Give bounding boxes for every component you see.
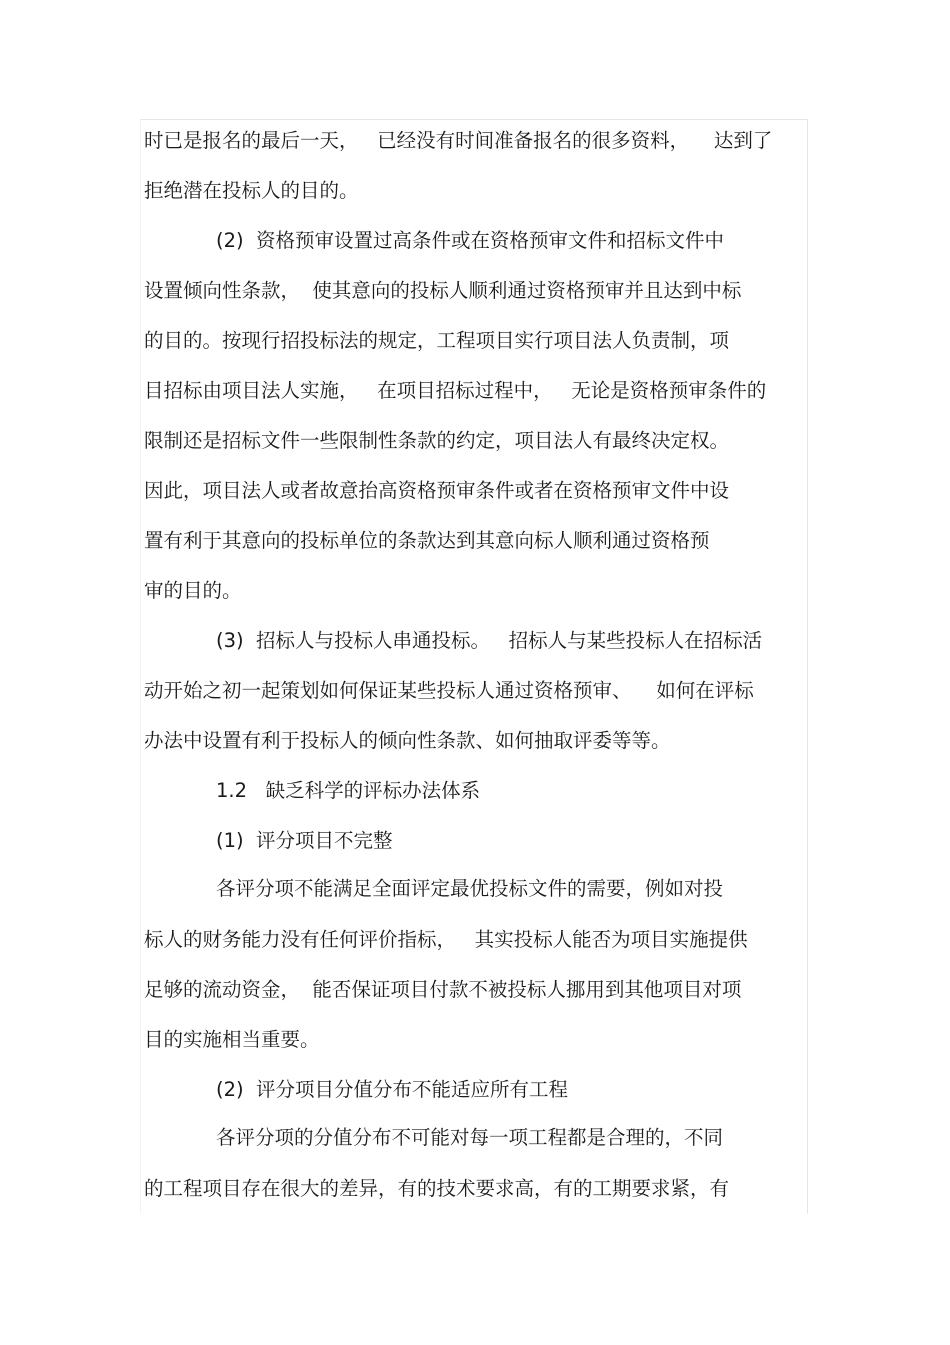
text-line-22: 的工程项目存在很大的差异，有的技术要求高，有的工期要求紧，有	[144, 1177, 730, 1200]
subheading-1: (1) 评分项目不完整	[216, 829, 393, 852]
section-heading-1-2: 1.2 缺乏科学的评标办法体系	[216, 779, 481, 802]
text-line-17: 标人的财务能力没有任何评价指标， 其实投标人能否为项目实施提供	[144, 928, 748, 951]
text-line-3: (2) 资格预审设置过高条件或在资格预审文件和招标文件中	[216, 229, 725, 252]
text-line-21: 各评分项的分值分布不可能对每一项工程都是合理的，不同	[216, 1126, 724, 1149]
text-line-12: 动开始之初一起策划如何保证某些投标人通过资格预审、 如何在评标	[144, 679, 754, 702]
text-line-1: 时已是报名的最后一天， 已经没有时间准备报名的很多资料， 达到了	[144, 129, 773, 152]
text-line-19: 目的实施相当重要。	[144, 1028, 320, 1051]
text-line-10: 审的目的。	[144, 579, 242, 602]
text-line-16: 各评分项不能满足全面评定最优投标文件的需要，例如对投	[216, 877, 724, 900]
text-line-2: 拒绝潜在投标人的目的。	[144, 179, 359, 202]
text-line-5: 的目的。按现行招投标法的规定，工程项目实行项目法人负责制，项	[144, 329, 730, 352]
text-line-8: 因此，项目法人或者故意抬高资格预审条件或者在资格预审文件中设	[144, 479, 730, 502]
text-line-13: 办法中设置有利于投标人的倾向性条款、如何抽取评委等等。	[144, 729, 671, 752]
subheading-2: (2) 评分项目分值分布不能适应所有工程	[216, 1078, 569, 1101]
text-line-18: 足够的流动资金， 能否保证项目付款不被投标人挪用到其他项目对项	[144, 978, 742, 1001]
text-line-9: 置有利于其意向的投标单位的条款达到其意向标人顺利通过资格预	[144, 529, 710, 552]
text-line-11: (3) 招标人与投标人串通投标。 招标人与某些投标人在招标活	[216, 629, 763, 652]
text-line-4: 设置倾向性条款， 使其意向的投标人顺利通过资格预审并且达到中标	[144, 279, 742, 302]
text-line-6: 目招标由项目法人实施， 在项目招标过程中， 无论是资格预审条件的	[144, 379, 767, 402]
text-line-7: 限制还是招标文件一些限制性条款的约定，项目法人有最终决定权。	[144, 429, 730, 452]
